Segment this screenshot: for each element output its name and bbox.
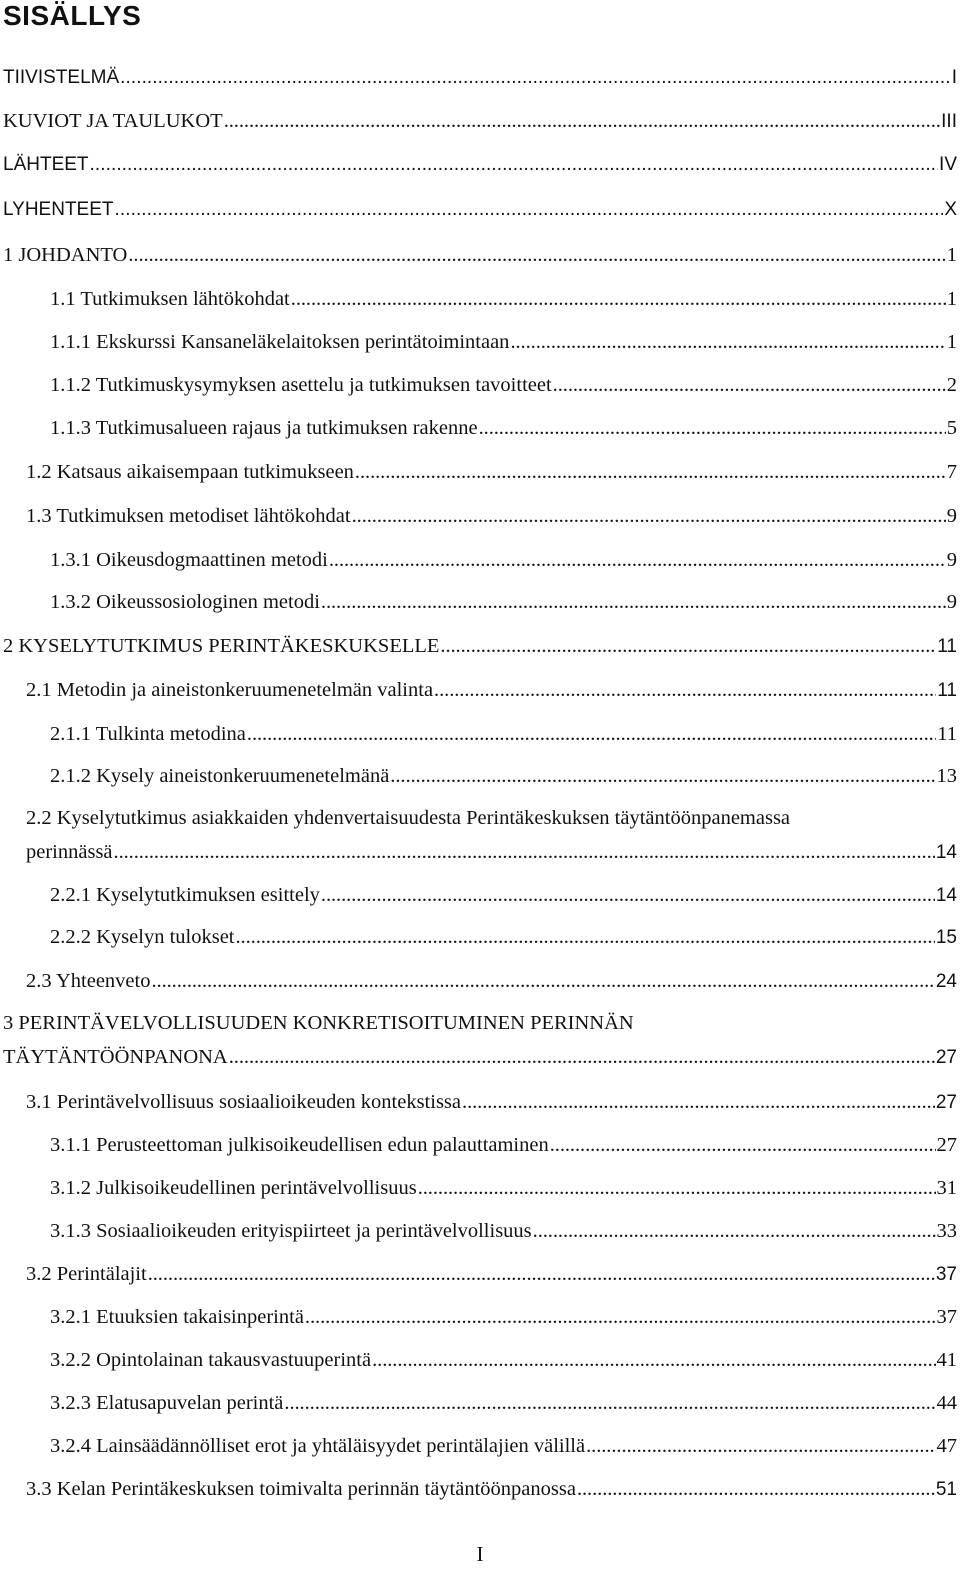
dot-leader: [586, 1431, 935, 1461]
toc-entry-label: perinnässä: [26, 841, 113, 863]
dot-leader: [355, 457, 946, 487]
toc-entry-page: X: [944, 199, 957, 220]
toc-entry-label: 1.1 Tutkimuksen lähtökohdat: [50, 288, 290, 310]
toc-entry-label: 2.2.1 Kyselytutkimuksen esittely: [50, 884, 320, 906]
dot-leader: [114, 837, 935, 867]
toc-entry-page: 1: [946, 244, 957, 266]
dot-leader: [284, 1388, 935, 1418]
toc-entry[interactable]: [50, 922, 957, 952]
toc-entry-page: 9: [946, 591, 957, 613]
toc-entry-label: 2.1.1 Tulkinta metodina: [50, 723, 246, 745]
toc-entry-label-line1: 3 PERINTÄVELVOLLISUUDEN KONKRETISOITUMINEN PERINNÄN: [3, 1012, 634, 1034]
toc-entry[interactable]: [3, 1042, 957, 1072]
dot-leader: [479, 413, 946, 443]
toc-entry-page: 44: [936, 1392, 957, 1414]
toc-entry-label: 2.2.2 Kyselyn tulokset: [50, 926, 235, 948]
toc-entry[interactable]: [50, 284, 957, 314]
toc-entry-page: 31: [936, 1177, 957, 1199]
toc-entry-page: 15: [935, 927, 957, 948]
dot-leader: [247, 719, 936, 749]
toc-entry[interactable]: [50, 761, 957, 791]
dot-leader: [418, 1173, 936, 1203]
toc-entry[interactable]: [26, 1259, 957, 1289]
toc-entry-label: 2.1 Metodin ja aineistonkeruumenetelmän valinta: [26, 679, 434, 701]
toc-entry-label: TÄYTÄNTÖÖNPANONA: [3, 1046, 228, 1068]
toc-entry-label: 1.3.1 Oikeusdogmaattinen metodi: [50, 549, 328, 571]
toc-entry-label: 3.2 Perintälajit: [26, 1263, 147, 1285]
dot-leader: [372, 1345, 935, 1375]
toc-entry-page: 7: [946, 461, 957, 483]
toc-entry-label: 2 KYSELYTUTKIMUS PERINTÄKESKUKSELLE: [3, 635, 440, 657]
toc-entry-page: 2: [946, 374, 957, 396]
toc-entry-page: 27: [935, 1047, 957, 1068]
toc-entry-label: 3.1 Perintävelvollisuus sosiaalioikeuden kontekstissa: [26, 1091, 462, 1113]
toc-entry[interactable]: [50, 1173, 957, 1203]
toc-entry[interactable]: [50, 413, 957, 443]
toc-entry[interactable]: [50, 370, 957, 400]
toc-entry-page: 1: [946, 331, 957, 353]
dot-leader: [434, 675, 936, 705]
toc-entry-page: 37: [936, 1306, 957, 1328]
toc-entry-label: 1.2 Katsaus aikaisempaan tutkimukseen: [26, 461, 354, 483]
toc-entry-page: 41: [936, 1349, 957, 1371]
toc-entry-page: 11: [937, 680, 957, 701]
dot-leader: [305, 1302, 936, 1332]
toc-entry-label: 1.1.2 Tutkimuskysymyksen asettelu ja tutkimuksen tavoitteet: [50, 374, 552, 396]
dot-leader: [533, 1216, 936, 1246]
toc-entry[interactable]: [50, 880, 957, 910]
dot-leader: [550, 1130, 936, 1160]
dot-leader: [390, 761, 935, 791]
toc-entry[interactable]: [26, 1474, 957, 1504]
dot-leader: [224, 106, 940, 136]
dot-leader: [462, 1087, 935, 1117]
dot-leader: [115, 195, 944, 225]
toc-entry-label: 1.3 Tutkimuksen metodiset lähtökohdat: [26, 505, 351, 527]
toc-entry[interactable]: [26, 1087, 957, 1117]
toc-entry[interactable]: [3, 106, 957, 136]
page-title: SISÄLLYS: [3, 0, 142, 31]
dot-leader: [151, 966, 934, 996]
toc-entry-page: 5: [946, 417, 957, 439]
dot-leader: [510, 327, 945, 357]
toc-entry-page: 11: [937, 636, 957, 657]
toc-entry-page: 47: [936, 1435, 957, 1457]
toc-entry[interactable]: [26, 501, 957, 531]
dot-leader: [128, 240, 945, 270]
dot-leader: [90, 150, 939, 180]
toc-entry-label: 3.2.4 Lainsäädännölliset erot ja yhtäläisyydet perintälajien välillä: [50, 1435, 586, 1457]
toc-entry[interactable]: [3, 240, 957, 270]
toc-entry[interactable]: [26, 675, 957, 705]
toc-entry-page: 11: [937, 723, 957, 745]
toc-entry[interactable]: [3, 195, 957, 225]
dot-leader: [321, 587, 946, 617]
toc-entry[interactable]: [50, 545, 957, 575]
toc-entry-page: 9: [946, 505, 957, 527]
toc-entry[interactable]: [50, 1388, 957, 1418]
toc-entry-page: 51: [935, 1479, 957, 1500]
toc-entry-page: III: [941, 111, 957, 132]
toc-entry-page: 14: [935, 885, 957, 906]
toc-entry[interactable]: [50, 1345, 957, 1375]
dot-leader: [229, 1042, 935, 1072]
toc-entry[interactable]: [50, 1302, 957, 1332]
toc-entry-page: 14: [935, 842, 957, 863]
toc-entry[interactable]: [50, 1130, 957, 1160]
toc-entry-page: 37: [935, 1264, 957, 1285]
toc-entry[interactable]: [26, 457, 957, 487]
toc-entry-page: 27: [935, 1092, 957, 1113]
toc-entry-label: 3.3 Kelan Perintäkeskuksen toimivalta perinnän täytäntöönpanossa: [26, 1478, 576, 1500]
toc-entry-page: 24: [935, 971, 957, 992]
toc-entry-label: 3.2.1 Etuuksien takaisinperintä: [50, 1306, 304, 1328]
toc-entry[interactable]: [50, 327, 957, 357]
toc-entry[interactable]: [3, 63, 957, 93]
toc-entry-page: 1: [946, 288, 957, 310]
dot-leader: [440, 631, 936, 661]
toc-entry-label: 1 JOHDANTO: [3, 244, 128, 266]
toc-entry-page: 9: [946, 549, 957, 571]
toc-entry-label: 2.1.2 Kysely aineistonkeruumenetelmänä: [50, 765, 390, 787]
dot-leader: [352, 501, 946, 531]
toc-entry-page: 13: [936, 765, 957, 787]
toc-entry-label: 2.3 Yhteenveto: [26, 970, 151, 992]
dot-leader: [120, 63, 951, 93]
toc-entry-label: 1.1.1 Ekskurssi Kansaneläkelaitoksen perintätoimintaan: [50, 331, 510, 353]
toc-entry-page: 33: [936, 1220, 957, 1242]
toc-entry[interactable]: [26, 837, 957, 867]
toc-entry-page: I: [951, 67, 957, 88]
toc-entry-label: KUVIOT JA TAULUKOT: [3, 110, 223, 132]
toc-entry-page: 27: [936, 1134, 957, 1156]
toc-entry[interactable]: [50, 719, 957, 749]
toc-entry-label-line1: 2.2 Kyselytutkimus asiakkaiden yhdenvertaisuudesta Perintäkeskuksen täytäntöönpanemassa: [26, 807, 791, 829]
toc-entry[interactable]: [26, 966, 957, 996]
toc-entry-label: 3.1.3 Sosiaalioikeuden erityispiirteet ja perintävelvollisuus: [50, 1220, 532, 1242]
toc-entry-label: 3.2.2 Opintolainan takausvastuuperintä: [50, 1349, 372, 1371]
toc-entry[interactable]: [3, 150, 957, 180]
toc-entry-label: 1.1.3 Tutkimusalueen rajaus ja tutkimuksen rakenne: [50, 417, 478, 439]
dot-leader: [329, 545, 946, 575]
dot-leader: [553, 370, 946, 400]
toc-entry[interactable]: [50, 587, 957, 617]
dot-leader: [148, 1259, 935, 1289]
footer-page-number: I: [476, 1542, 484, 1566]
toc-entry-label: 1.3.2 Oikeussosiologinen metodi: [50, 591, 320, 613]
toc-entry-label: 3.1.1 Perusteettoman julkisoikeudellisen edun palauttaminen: [50, 1134, 549, 1156]
toc-entry[interactable]: [50, 1431, 957, 1461]
dot-leader: [321, 880, 935, 910]
toc-entry-page: IV: [939, 154, 957, 175]
dot-leader: [577, 1474, 935, 1504]
toc-entry-label: 3.2.3 Elatusapuvelan perintä: [50, 1392, 284, 1414]
dot-leader: [291, 284, 946, 314]
toc-entry-label: LÄHTEET: [3, 154, 89, 175]
toc-entry[interactable]: [50, 1216, 957, 1246]
dot-leader: [236, 922, 935, 952]
toc-entry[interactable]: [3, 631, 957, 661]
toc-entry-label: LYHENTEET: [3, 199, 114, 220]
toc-entry-label: 3.1.2 Julkisoikeudellinen perintävelvollisuus: [50, 1177, 417, 1199]
toc-entry-label: TIIVISTELMÄ: [3, 67, 120, 88]
